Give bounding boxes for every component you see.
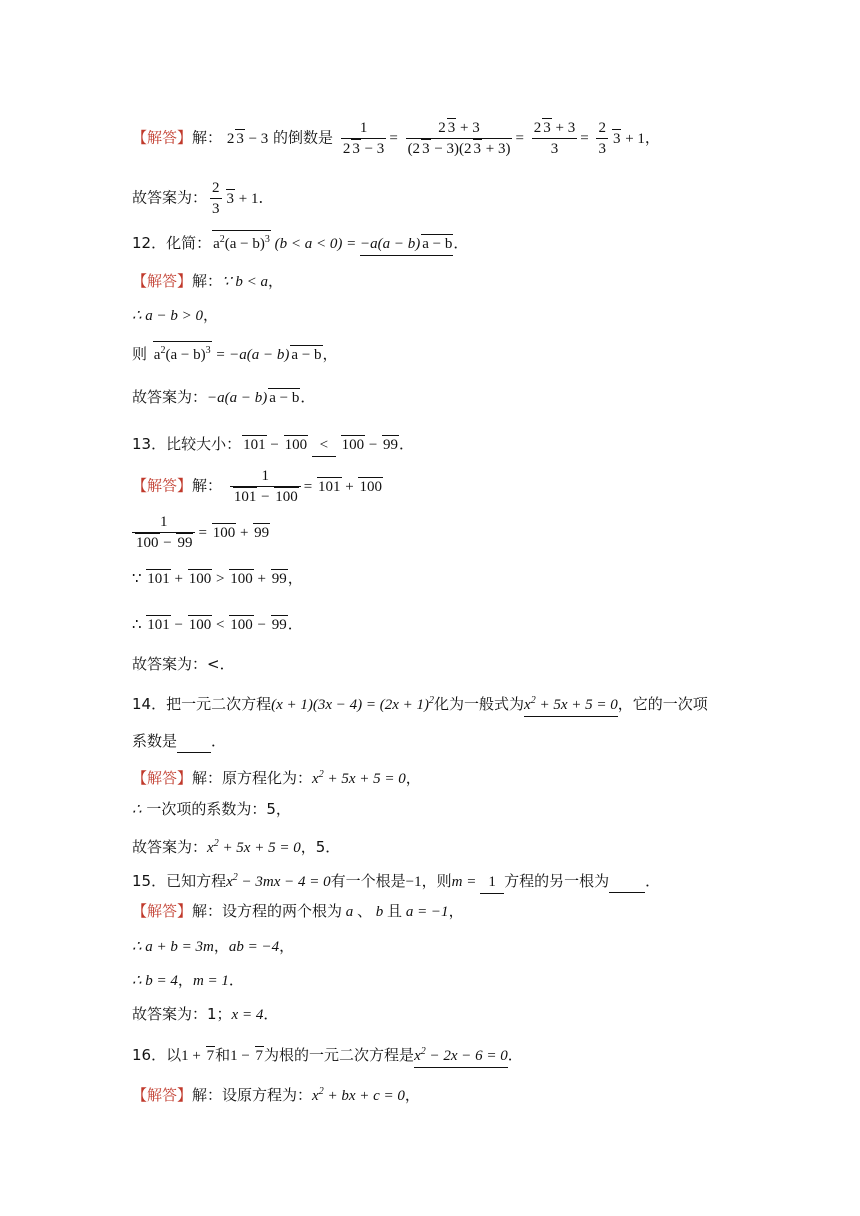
question-15: 15．已知方程$x^2 - 3mx - 4 = 0$有一个根是−1，则m = 1 方程的另一根为 ． (132, 867, 660, 894)
question-16: 16．以1 + 7和1 − 7为根的一元二次方程是$x^2 - 2x - 6 = 0$． (132, 1041, 523, 1068)
answer-tag: 【解答】 (132, 769, 193, 787)
answer-13-line-4: ∴ 101 − 100 < 100 − 99． (132, 615, 303, 633)
answer-tag: 【解答】 (132, 272, 193, 290)
answer-13-line-1: 【解答】解： $\frac{1}{101 - 100}$ = 101 + 100 (132, 468, 382, 505)
answer-15-line-2: ∴ a + b = 3m，ab = −4， (132, 937, 295, 955)
answer-13-line-5: 故答案为：<． (132, 655, 235, 673)
question-14-line-2: 系数是 ． (132, 730, 226, 753)
answer-12-line-3: 则 $a^2(a - b)^3 = -a(a - b) a - b$， (132, 341, 338, 366)
answer-14-line-1: 【解答】解：原方程化为：$x^2 + 5x + 5 = 0$， (132, 769, 421, 787)
answer-16-line-1: 【解答】解：设原方程为：$x^2$ + bx + c = 0， (132, 1086, 420, 1104)
answer-15-line-3: ∴ b = 4，m = 1． (132, 971, 244, 989)
answer-12-line-4: 故答案为：−a(a − b) a − b． (132, 388, 316, 406)
answer-tag: 【解答】 (132, 128, 193, 147)
answer-12-line-1: 【解答】解：∵ b < a， (132, 272, 283, 290)
question-14-line-1: 14．把一元二次方程$(x + 1)(3x - 4) = (2x + 1)^2$化为一般式为$x^2 + 5x + 5 = 0$，它的一次项 (132, 690, 708, 717)
answer-14-line-3: 故答案为：$x^2 + 5x + 5 = 0$，5． (132, 838, 341, 856)
answer-tag: 【解答】 (132, 476, 193, 495)
answer-13-line-3: ∵ 101 + 100 > 100 + 99， (132, 569, 303, 587)
answer-11-line-1: 【解答】解： 2 3 − 3 的倒数是 $\frac{1}{2 3 - 3}$ = $\frac{2 3 + 3}{(2 3 - 3)(2 3 + 3)}$ = $\frac{2 3 + 3}{3}$ = $\frac{2}{3}$ 3 + 1， (132, 120, 660, 157)
answer-15-line-1: 【解答】解：设方程的两个根为 a 、 b 且 a = −1， (132, 902, 464, 920)
answer-12-line-2: ∴ a − b > 0， (132, 306, 219, 324)
answer-14-line-2: ∴ 一次项的系数为：5， (132, 800, 291, 818)
answer-13-line-2: $\frac{1}{100 - 99}$ = 100 + 99 (132, 512, 270, 553)
question-13: 13．比较大小： 101 − 100 < 100 − 99． (132, 433, 414, 457)
answer-tag: 【解答】 (132, 1086, 193, 1104)
question-12: 12．化简： $a^2(a - b)^3$ (b < a < 0) = −a(a − b) a − b． (132, 230, 468, 256)
answer-tag: 【解答】 (132, 902, 193, 920)
answer-11-line-2: 故答案为： $\frac{2}{3}$ 3 + 1． (132, 180, 274, 217)
answer-15-line-4: 故答案为：1；x = 4． (132, 1005, 279, 1023)
